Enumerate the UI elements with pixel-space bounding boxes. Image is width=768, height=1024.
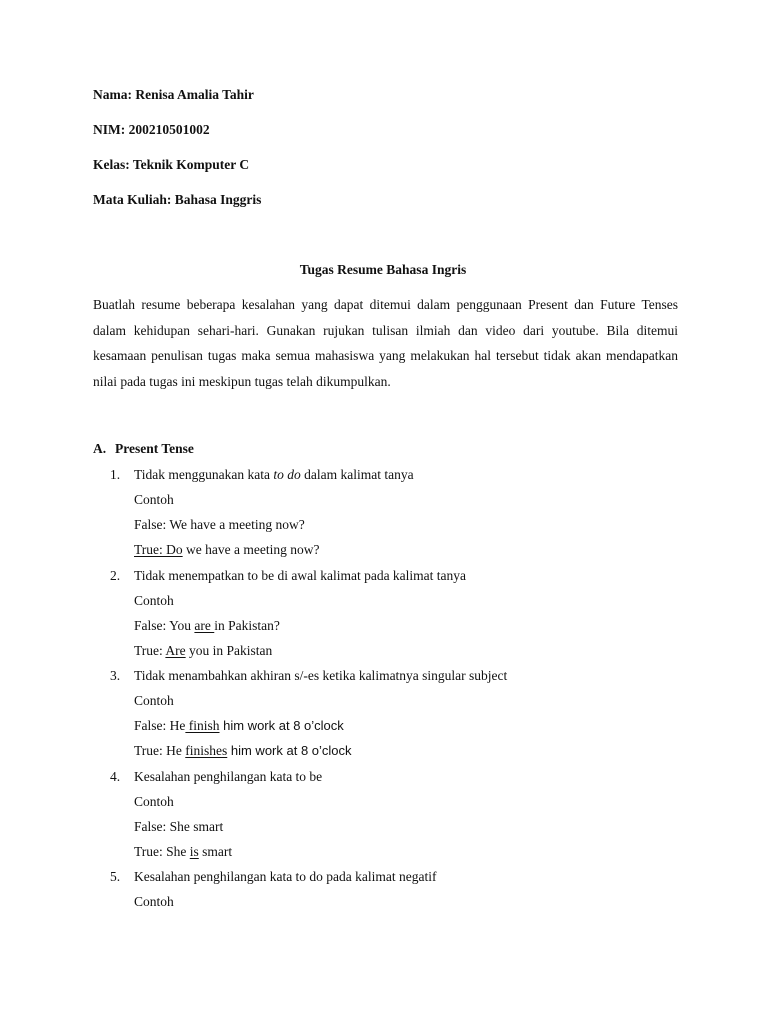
example-label: Contoh xyxy=(134,894,174,909)
section-letter: A. xyxy=(93,441,107,456)
document-title xyxy=(0,262,768,278)
item-number: 2. xyxy=(110,568,121,583)
true-example xyxy=(134,844,232,860)
example-rest: him work at 8 o’clock xyxy=(227,743,352,758)
document-title-text: Tugas Resume Bahasa Ingris xyxy=(299,262,467,277)
item-text-italic: to do xyxy=(273,467,301,482)
item-text: Kesalahan penghilangan kata to do pada kalimat negatif xyxy=(134,869,437,884)
item-text: Tidak menempatkan to be di awal kalimat pada kalimat tanya xyxy=(134,568,467,583)
student-nim: NIM: 200210501002 xyxy=(93,122,210,137)
section-heading xyxy=(93,441,194,457)
example-prefix: True: He xyxy=(134,743,186,758)
example-label: Contoh xyxy=(134,794,174,809)
example-rest: in Pakistan? xyxy=(214,618,280,633)
example-prefix: False: He xyxy=(134,718,186,733)
true-example xyxy=(134,743,352,759)
underlined-text: finishes xyxy=(185,743,228,758)
intro-paragraph: Buatlah resume beberapa kesalahan yang dapat ditemui dalam penggunaan Present dan Future Tenses dalam kehidupan sehari-hari. Gunakan rujukan tulisan ilmiah dan video dari youtube. Bila ditemui kesamaan penulisan tugas maka semua mahasiswa yang melakukan hal tersebut tidak akan mendapatkan nilai pada tugas ini meskipun tugas telah dikumpulkan. xyxy=(93,297,678,389)
underlined-text: is xyxy=(189,844,199,859)
example-label: Contoh xyxy=(134,492,174,507)
student-name: Nama: Renisa Amalia Tahir xyxy=(93,87,254,102)
example-prefix: True: xyxy=(134,643,166,658)
example-label: Contoh xyxy=(134,593,174,608)
underlined-text: are xyxy=(194,618,215,633)
item-text: Kesalahan penghilangan kata to be xyxy=(134,769,323,784)
section-title: Present Tense xyxy=(115,441,194,456)
false-example: False: We have a meeting now? xyxy=(134,517,305,532)
example-rest: smart xyxy=(198,844,233,859)
item-text-part: Tidak menggunakan kata xyxy=(134,467,274,482)
true-example xyxy=(134,643,272,659)
item-number: 3. xyxy=(110,668,121,683)
example-label: Contoh xyxy=(134,693,174,708)
course-name: Mata Kuliah: Bahasa Inggris xyxy=(93,192,262,207)
example-prefix: True: She xyxy=(134,844,190,859)
example-rest: him work at 8 o’clock xyxy=(219,718,344,733)
item-text xyxy=(134,467,414,483)
example-prefix: False: You xyxy=(134,618,195,633)
underlined-text: finish xyxy=(185,718,220,733)
item-number: 1. xyxy=(110,467,121,482)
underlined-text: True: Do xyxy=(134,542,183,557)
example-rest: you in Pakistan xyxy=(185,643,273,658)
item-number: 5. xyxy=(110,869,121,884)
item-text-part: dalam kalimat tanya xyxy=(300,467,414,482)
false-example: False: She smart xyxy=(134,819,224,834)
false-example xyxy=(134,718,344,734)
false-example xyxy=(134,618,280,634)
student-class: Kelas: Teknik Komputer C xyxy=(93,157,250,172)
item-number: 4. xyxy=(110,769,121,784)
example-rest: we have a meeting now? xyxy=(182,542,320,557)
item-text: Tidak menambahkan akhiran s/-es ketika kalimatnya singular subject xyxy=(134,668,508,683)
underlined-text: Are xyxy=(165,643,186,658)
true-example xyxy=(134,542,319,558)
